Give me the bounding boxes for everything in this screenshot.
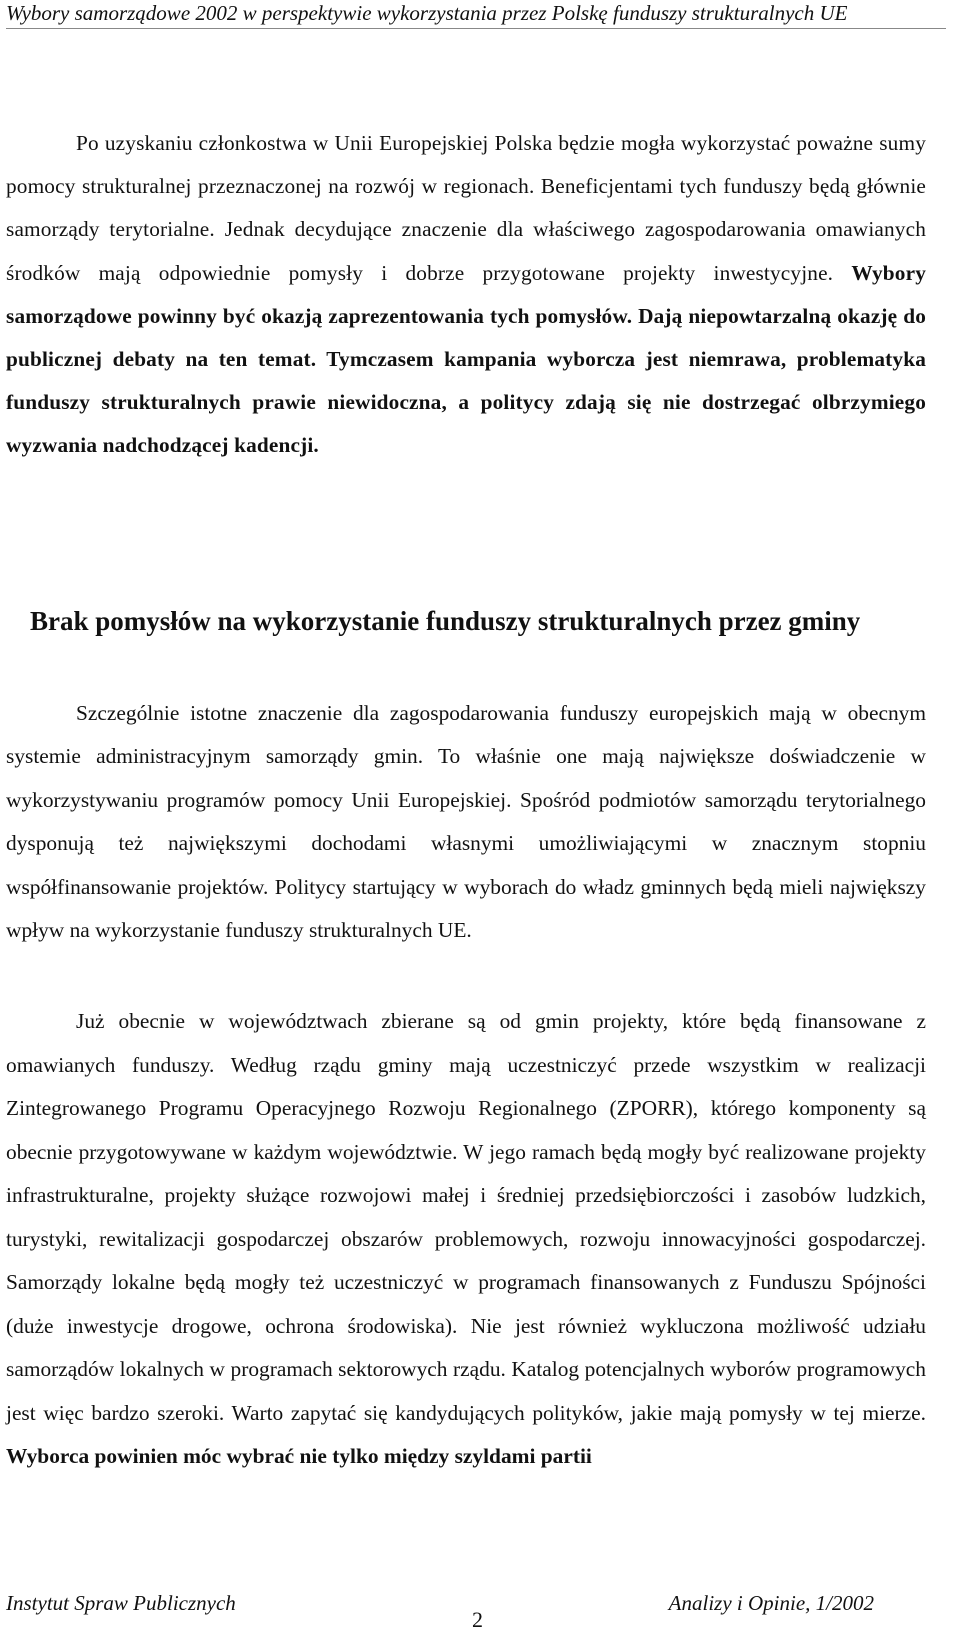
- footer-series: Analizy i Opinie, 1/2002: [668, 1591, 874, 1615]
- intro-paragraph: [6, 122, 926, 468]
- intro-paragraph-text: Po uzyskaniu członkostwa w Unii Europejskiej Polska będzie mogła wykorzystać poważne sumy pomocy strukturalnej przeznaczonej na rozwój w regionach. Beneficjentami tych funduszy będą głównie samorządy terytorialne. Jednak decydujące znaczenie dla właściwego zagospodarowania omawianych środków mają odpowiednie pomysły i dobrze przygotowane projekty inwestycyjne.: [6, 131, 926, 285]
- body-paragraph-projects-text: Już obecnie w województwach zbierane są od gmin projekty, które będą finansowane z omawianych funduszy. Według rządu gminy mają uczestniczyć przede wszystkim w realizacji Zintegrowanego Programu Operacyjnego Rozwoju Regionalnego (ZPORR), którego komponenty są obecnie przygotowywane w każdym województwie. W jego ramach będą mogły być realizowane projekty infrastrukturalne, projekty służące rozwojowi małej i średniej przedsiębiorczości i zasobów ludzkich, turystyki, rewitalizacji gospodarczej obszarów problemowych, rozwoju innowacyjności gospodarczej. Samorządy lokalne będą mogły też uczestniczyć w programach finansowanych z Funduszu Spójności (duże inwestycje drogowe, ochrona środowiska). Nie jest również wykluczona możliwość udziału samorządów lokalnych w programach sektorowych rządu. Katalog potencjalnych wyborów programowych jest więc bardzo szeroki. Warto zapytać się kandydujących polityków, jakie mają pomysły w tej mierze.: [6, 1009, 926, 1425]
- body-paragraph-gminy: Szczególnie istotne znaczenie dla zagospodarowania funduszy europejskich mają w obecnym systemie administracyjnym samorządy gmin. To właśnie one mają największe doświadczenie w wykorzystywaniu programów pomocy Unii Europejskiej. Spośród podmiotów samorządu terytorialnego dysponują też największymi dochodami własnymi umożliwiającymi w znacznym stopniu współfinansowanie projektów. Politycy startujący w wyborach do władz gminnych będą mieli największy wpływ na wykorzystanie funduszy strukturalnych UE.: [6, 701, 926, 943]
- running-header: Wybory samorządowe 2002 w perspektywie wykorzystania przez Polskę funduszy strukturalnych UE: [6, 0, 946, 29]
- body-paragraph-projects: [6, 1000, 926, 1479]
- body-paragraph-projects-bold-text: Wyborca powinien móc wybrać nie tylko między szyldami partii: [6, 1444, 592, 1468]
- section-heading: Brak pomysłów na wykorzystanie funduszy strukturalnych przez gminy: [30, 606, 861, 636]
- intro-paragraph-bold-text: Wybory samorządowe powinny być okazją zaprezentowania tych pomysłów. Dają niepowtarzalną okazję do publicznej debaty na ten temat. Tymczasem kampania wyborcza jest niemrawa, problematyka funduszy strukturalnych prawie niewidoczna, a politycy zdają się nie dostrzegać olbrzymiego wyzwania nadchodzącej kadencji.: [6, 260, 926, 458]
- page-number: 2: [472, 1607, 483, 1632]
- footer-publisher: Instytut Spraw Publicznych: [6, 1591, 236, 1615]
